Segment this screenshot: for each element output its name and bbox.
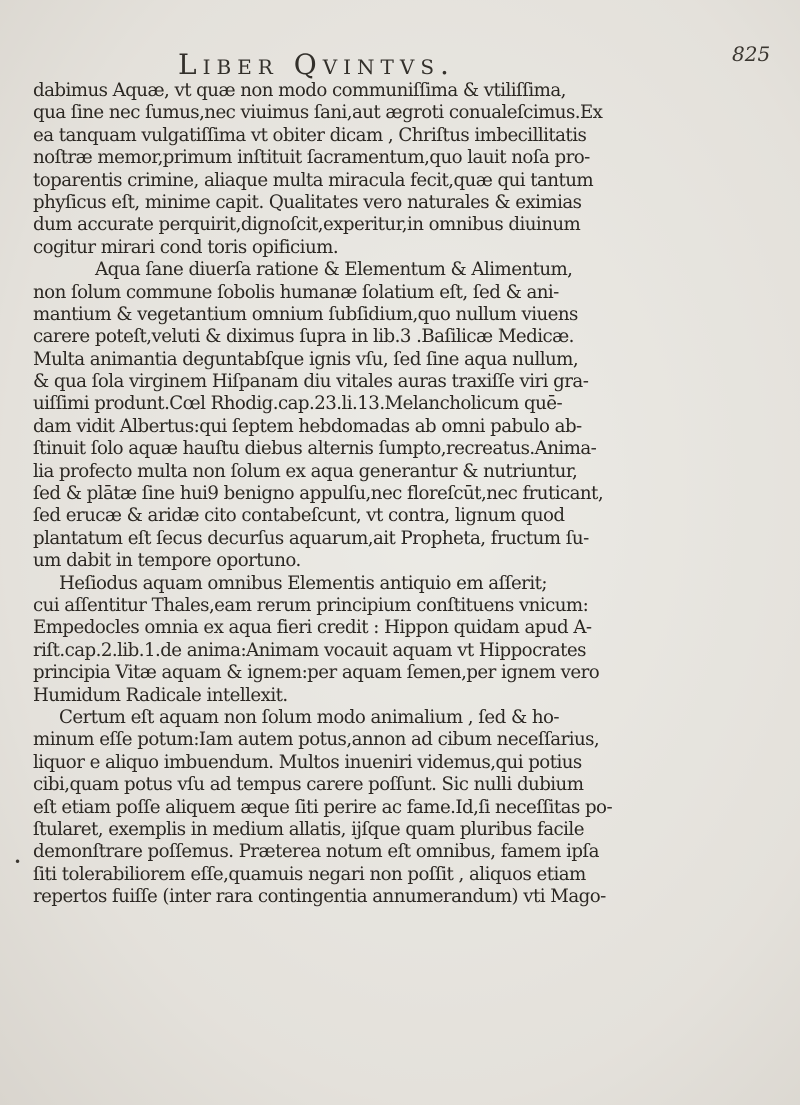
text-line: dum accurate perquirit,dignoſcit,experitur,in omnibus diuinum <box>33 214 581 236</box>
text-line: uiſſimi produnt.Cœl Rhodig.cap.23.li.13.Melancholicum quē- <box>33 393 563 415</box>
text-line: ſed erucæ & aridæ cito contabeſcunt, vt contra, lignum quod <box>33 505 565 527</box>
text-line: phyſicus eſt, minime capit. Qualitates vero naturales & eximias <box>33 191 582 213</box>
text-line: plantatum eſt ſecus decurſus aquarum,ait Propheta, fructum ſu- <box>33 527 589 549</box>
paragraph-start: Heſiodus aquam omnibus Elementis antiquio em aſſerit; <box>59 572 547 594</box>
text-line: repertos fuiſſe (inter rara contingentia annumerandum) vti Mago- <box>33 886 606 908</box>
body-text <box>33 80 778 908</box>
text-line: mantium & vegetantium omnium ſubſidium,quo nullum viuens <box>33 303 578 325</box>
text-line: lia profecto multa non ſolum ex aqua generantur & nutriuntur, <box>33 460 578 482</box>
text-line: dam vidit Albertus:qui ſeptem hebdomadas ab omni pabulo ab- <box>33 415 582 437</box>
text-line: qua ſine nec ſumus,nec viuimus ſani,aut ægroti conualeſcimus.Ex <box>33 102 603 124</box>
paragraph-start: Certum eſt aquam non ſolum modo animalium , ſed & ho- <box>59 706 559 728</box>
text-line: ſed & plātæ ſine hui9 benigno appulſu,nec floreſcūt,nec fruticant, <box>33 483 604 505</box>
text-line: & qua ſola virginem Hiſpanam diu vitales auras traxiſſe viri gra- <box>33 371 589 393</box>
text-line: noſtræ memor,primum inſtituit ſacramentum,quo lauit noſa pro- <box>33 147 590 169</box>
text-line: dabimus Aquæ, vt quæ non modo communiſſima & vtiliſſima, <box>33 80 566 101</box>
text-line: Empedocles omnia ex aqua fieri credit : Hippon quidam apud A- <box>33 617 592 639</box>
paragraph-start: Aqua ſane diuerſa ratione & Elementum & Alimentum, <box>95 259 573 281</box>
page-number: 825 <box>732 42 771 66</box>
text-line: minum eſſe potum:Iam autem potus,annon ad cibum neceſſarius, <box>33 729 600 751</box>
text-line: ſtinuit ſolo aquæ hauſtu diebus alternis ſumpto,recreatus.Anima- <box>33 438 597 460</box>
text-line: Humidum Radicale intellexit. <box>33 684 288 706</box>
text-line: ſiti tolerabiliorem eſſe,quamuis negari non poſſit , aliquos etiam <box>33 863 586 885</box>
text-line: eſt etiam poſſe aliquem æque ſiti perire ac fame.Id,ſi neceſſitas po- <box>33 796 613 818</box>
text-line: cui aſſentitur Thales,eam rerum principium conſtituens vnicum: <box>33 594 589 616</box>
text-line: ea tanquam vulgatiſſima vt obiter dicam , Chriſtus imbecillitatis <box>33 124 587 146</box>
text-line: riſt.cap.2.lib.1.de anima:Animam vocauit aquam vt Hippocrates <box>33 639 586 661</box>
running-head: Liber Qvintvs. <box>178 48 455 81</box>
text-line: ſtularet, exemplis in medium allatis, ijſque quam pluribus facile <box>33 818 584 840</box>
text-line: toparentis crimine, aliaque multa miracula fecit,quæ qui tantum <box>33 169 594 191</box>
text-line: principia Vitæ aquam & ignem:per aquam ſemen,per ignem vero <box>33 662 600 684</box>
text-line: liquor e aliquo imbuendum. Multos inueniri videmus,qui potius <box>33 751 582 773</box>
margin-bullet: • <box>14 855 22 869</box>
text-line: carere poteſt,veluti & diximus ſupra in lib.3 .Baſilicæ Medicæ. <box>33 326 574 348</box>
text-line: Multa animantia deguntabſque ignis vſu, ſed ſine aqua nullum, <box>33 348 579 370</box>
text-line: um dabit in tempore oportuno. <box>33 550 301 572</box>
text-line: cogitur mirari cond toris opificium. <box>33 236 339 258</box>
text-line: demonſtrare poſſemus. Præterea notum eſt omnibus, famem ipſa <box>33 841 599 863</box>
text-line: cibi,quam potus vſu ad tempus carere poſſunt. Sic nulli dubium <box>33 774 584 796</box>
text-line: non ſolum commune ſobolis humanæ ſolatium eſt, ſed & ani- <box>33 281 559 303</box>
